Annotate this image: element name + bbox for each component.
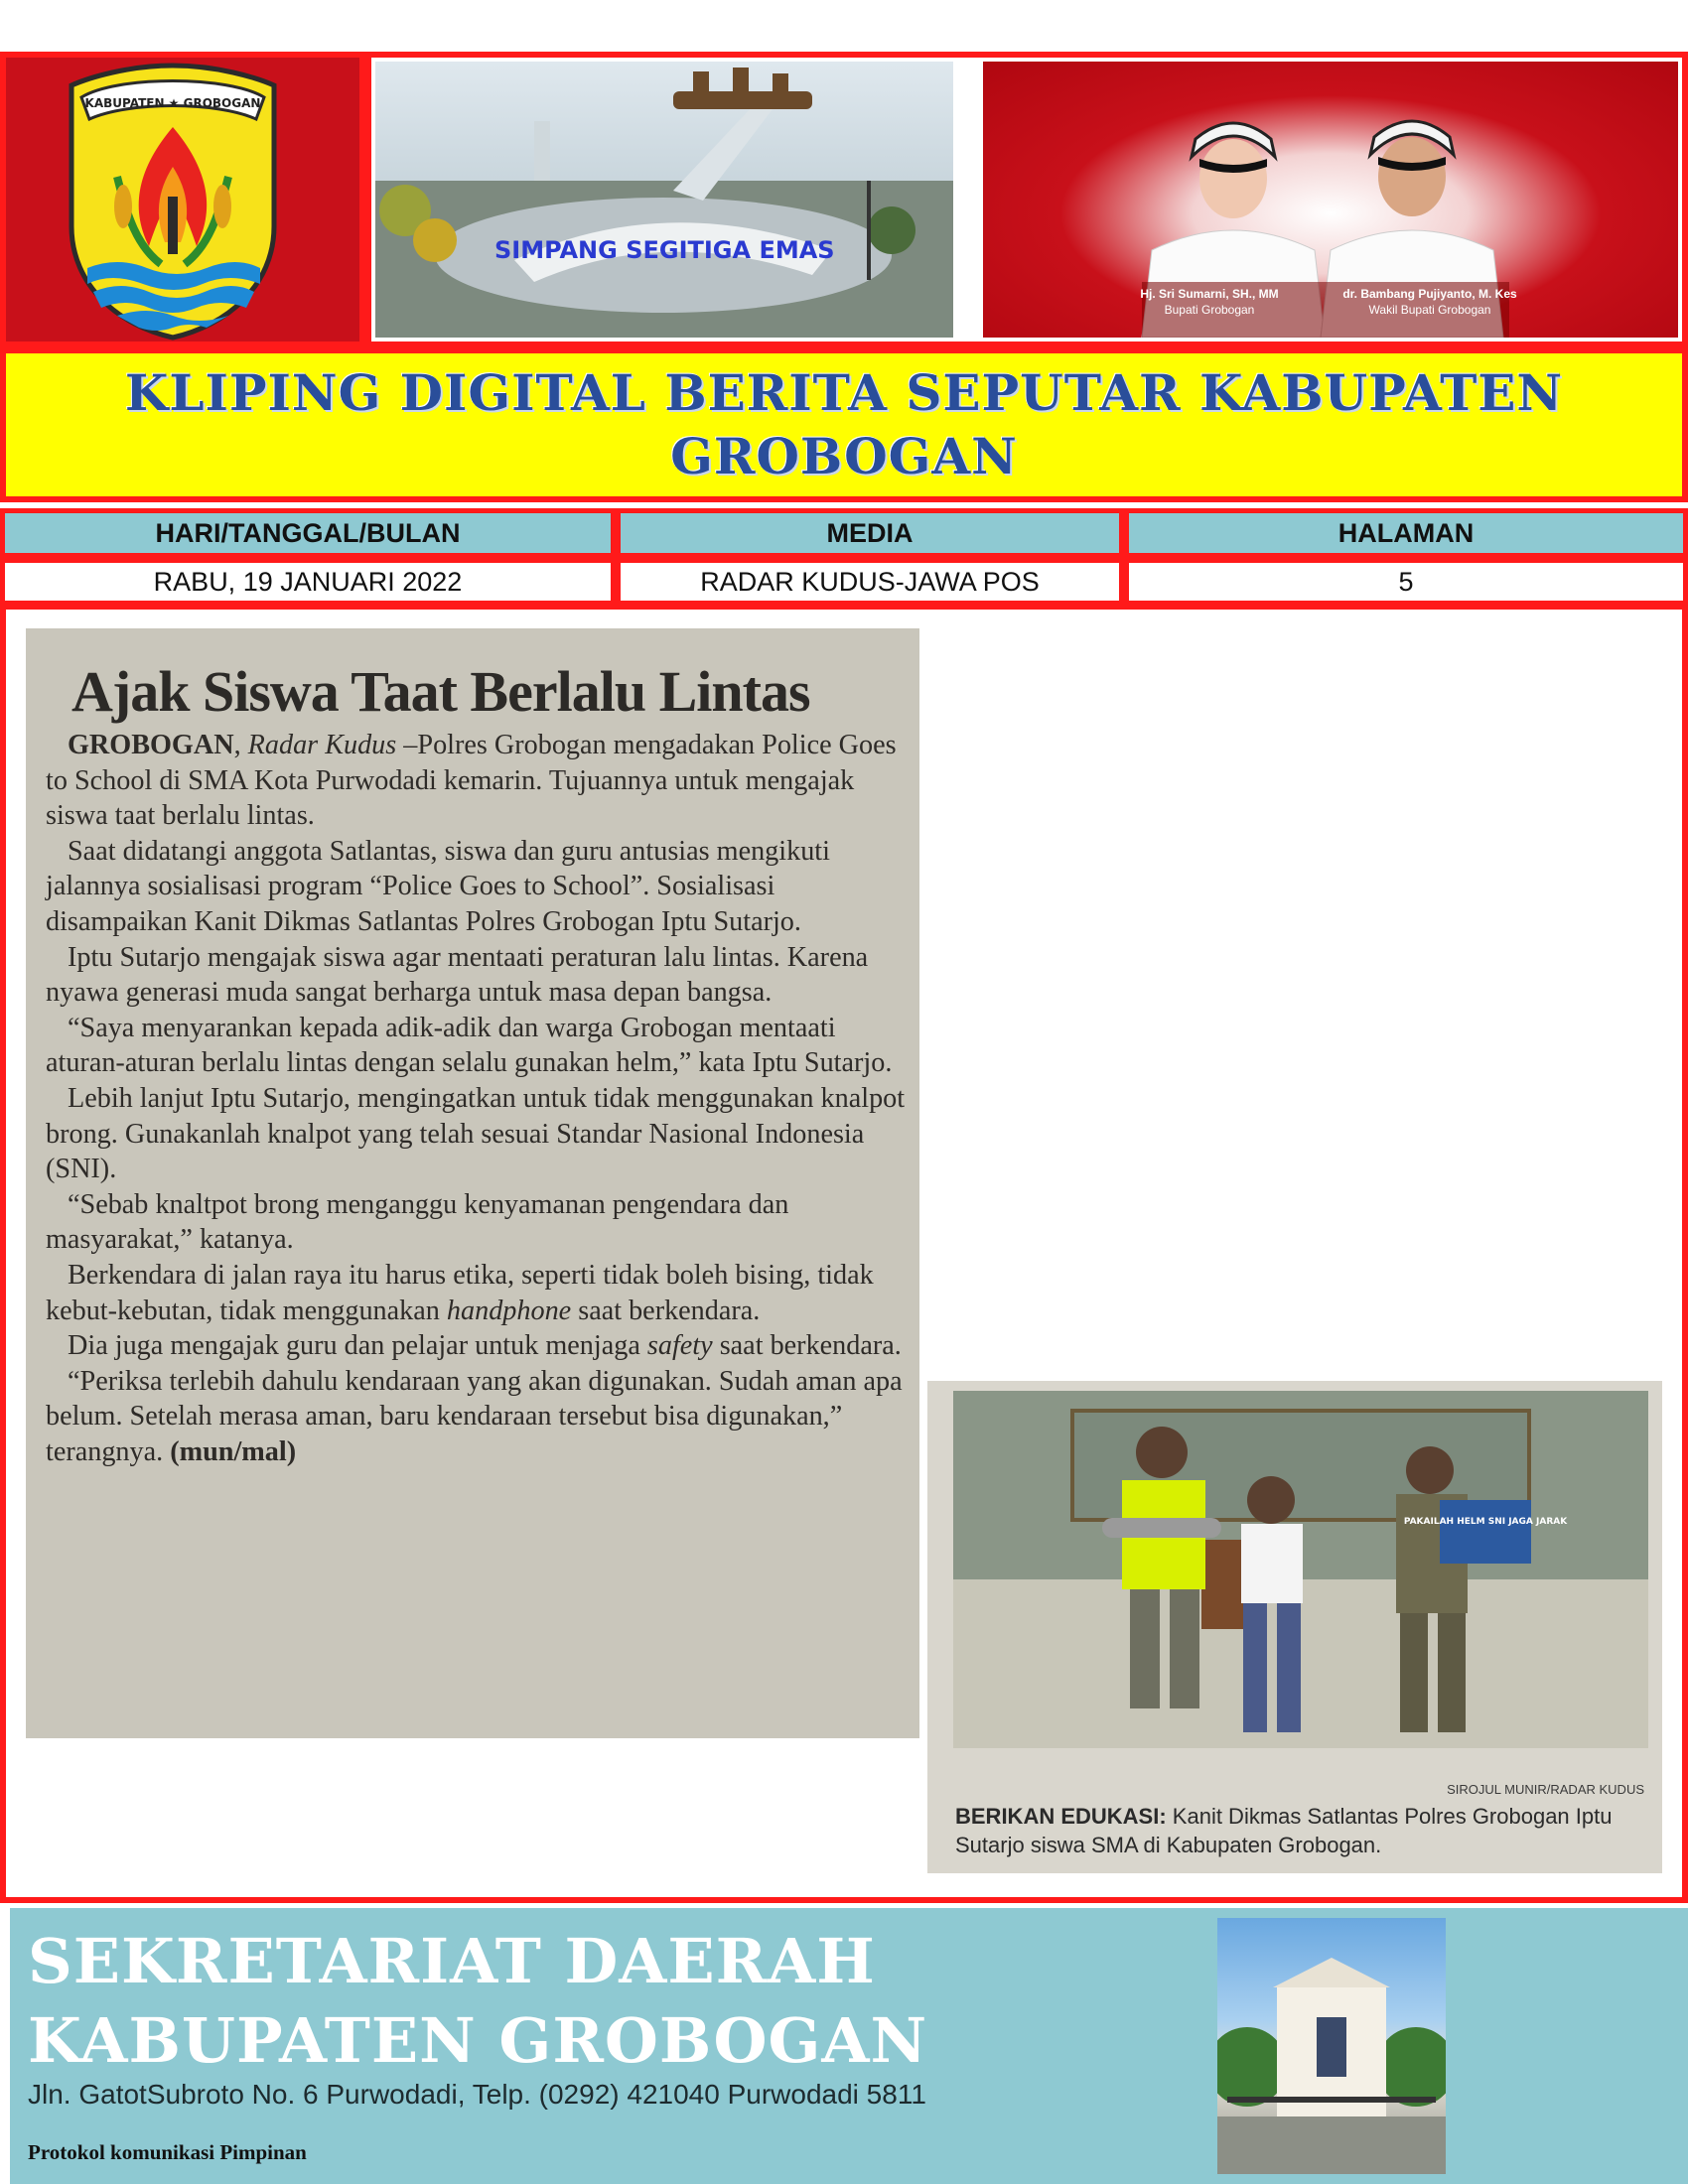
leader-1-name: Hj. Sri Sumarni, SH., MM [1140,287,1279,301]
article-text: “Periksa terlebih dahulu kendaraan yang akan digunakan. Sudah aman apa belum. Setelah merasa aman, baru kendaraan tersebut bisa digunakan,” terangnya. [46,1365,903,1467]
monument-sign-text: SIMPANG SEGITIGA EMAS [494,236,835,264]
footer-title: SEKRETARIAT DAERAH KABUPATEN GROBOGAN [28,1925,928,2077]
article-paragraph: GROBOGAN, Radar Kudus –Polres Grobogan mengadakan Police Goes to School di SMA Kota Purwodadi kemarin. Tujuannya untuk mengajak siswa taat berlalu lintas. [46,730,897,832]
article-paragraph: “Sebab knaltpot brong menganggu kenyamanan pengendara dan masyarakat,” katanya. [46,1188,789,1256]
page-title: KLIPING DIGITAL BERITA SEPUTAR KABUPATEN GROBOGAN [124,363,1564,485]
article-dateline-place: GROBOGAN [68,730,234,760]
article-paragraph: Saat didatangi anggota Satlantas, siswa dan guru antusias mengikuti jalannya sosialisasi program “Police Goes to School”. Sosialisasi disampaikan Kanit Dikmas Satlantas Polres Grobogan Iptu Sutarjo. [46,835,830,937]
footer [10,1908,1688,2184]
leader-2-title: Wakil Bupati Grobogan [1368,303,1491,317]
article-text: Dia juga mengajak guru dan pelajar untuk menjaga [68,1330,647,1362]
svg-text:KABUPATEN ★ GROBOGAN: KABUPATEN ★ GROBOGAN [84,96,261,110]
article-byline: (mun/mal) [170,1435,297,1467]
page-number-value: 5 [1124,558,1688,606]
article-italic: handphone [446,1295,572,1326]
media-value: RADAR KUDUS-JAWA POS [616,558,1124,606]
article-text: saat berkendara. [571,1295,761,1326]
leader-1-title: Bupati Grobogan [1164,303,1255,317]
title-banner [0,347,1688,502]
date-value: RABU, 19 JANUARI 2022 [0,558,616,606]
article-lead: –Polres Grobogan mengadakan Police Goes to School di SMA Kota Purwodadi kemarin. Tujuannya untuk mengajak siswa taat berlalu lintas. [46,730,897,832]
article-italic: safety [646,1330,713,1362]
office-building-photo [1217,1918,1446,2174]
photo-caption [955,1802,1650,1859]
article-paragraph [46,1328,908,1364]
media-header: MEDIA [616,508,1124,558]
page-header: HALAMAN [1124,508,1688,558]
photo-caption-text: Kanit Dikmas Satlantas Polres Grobogan Iptu Sutarjo siswa SMA di Kabupaten Grobogan. [955,1804,1613,1857]
photo-clipping [927,1381,1662,1873]
article-paragraph: Lebih lanjut Iptu Sutarjo, mengingatkan untuk tidak menggunakan knalpot brong. Gunakanlah knalpot yang telah sesuai Standar Nasional Indonesia (SNI). [46,1082,906,1185]
article-text: saat berkendara. [712,1330,902,1362]
footer-protocol: Protokol komunikasi Pimpinan [28,2140,307,2164]
photo-credit: SIROJUL MUNIR/RADAR KUDUS [1447,1782,1644,1797]
article-headline: Ajak Siswa Taat Berlalu Lintas [71,659,810,724]
kabupaten-grobogan-emblem [58,58,288,343]
article-paragraph: “Saya menyarankan kepada adik-adik dan warga Grobogan mentaati aturan-aturan berlalu lintas dengan selalu gunakan helm,” kata Iptu Sutarjo. [46,1012,893,1079]
date-header: HARI/TANGGAL/BULAN [0,508,616,558]
leaders-photo [983,62,1678,338]
article-text: Berkendara di jalan raya itu harus etika, seperti tidak boleh bising, tidak kebut-kebutan, tidak menggunakan [46,1259,874,1326]
article-body [46,728,908,1469]
photo-sign-text: PAKAILAH HELM SNI JAGA JARAK [1403,1517,1568,1527]
news-clipping [26,628,919,1738]
article-paragraph: Iptu Sutarjo mengajak siswa agar mentaati peraturan lalu lintas. Karena nyawa generasi muda sangat berharga untuk masa depan bangsa. [46,941,869,1009]
article-paragraph [46,1364,908,1470]
leader-2-name: dr. Bambang Pujiyanto, M. Kes [1342,287,1517,301]
news-photo [953,1391,1648,1748]
article-source: Radar Kudus [247,730,397,760]
monument-photo [375,62,953,338]
photo-caption-label: BERIKAN EDUKASI: [955,1804,1167,1829]
article-paragraph [46,1258,908,1328]
footer-address: Jln. GatotSubroto No. 6 Purwodadi, Telp. (0292) 421040 Purwodadi 5811 [28,2079,926,2110]
